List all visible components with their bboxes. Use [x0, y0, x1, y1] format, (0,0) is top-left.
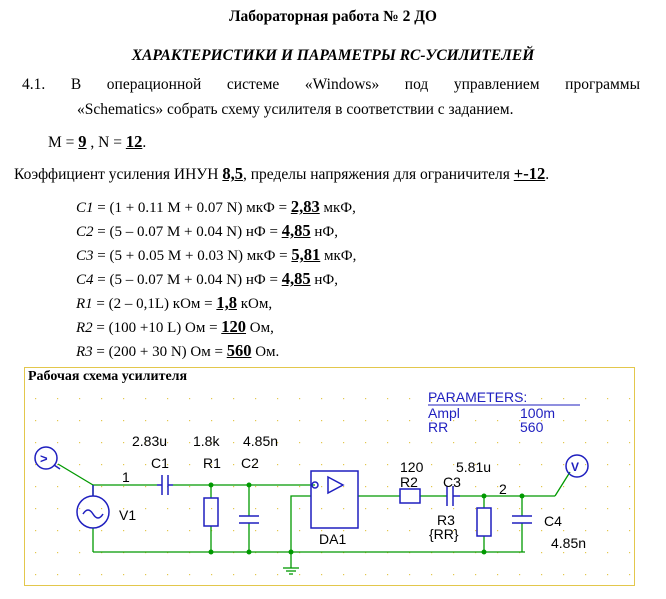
page-subtitle: ХАРАКТЕРИСТИКИ И ПАРАМЕТРЫ RC-УСИЛИТЕЛЕЙ: [131, 47, 535, 64]
formula-r2: R2 = (100 +10 L) Ом = 120 Ом,: [76, 317, 274, 336]
r2-label: R2: [400, 474, 418, 490]
da1-label: DA1: [319, 531, 347, 547]
c1-value: 2.83u: [132, 433, 168, 449]
c3-value: 5.81u: [456, 459, 492, 475]
mn-values: M = 9 , N = 12.: [48, 132, 147, 151]
param-ampl-value: 100m: [520, 405, 556, 421]
schematic-frame: [24, 367, 635, 586]
formula-r3: R3 = (200 + 30 N) Ом = 560 Ом.: [76, 341, 280, 360]
n-value: 12: [125, 132, 143, 151]
schematic-title: Рабочая схема усилителя: [28, 369, 188, 384]
c4-label: C4: [544, 513, 562, 529]
formula-c3: C3 = (5 + 0.05 M + 0.03 N) мкФ = 5,81 мкФ,: [76, 245, 357, 264]
r2-value: 120: [400, 459, 424, 475]
v1-label: V1: [119, 507, 137, 523]
formula-c1: C1 = (1 + 0.11 M + 0.07 N) мкФ = 2,83 мкФ,: [76, 197, 356, 216]
c1-label: C1: [151, 455, 169, 471]
m-value: 9: [78, 132, 87, 151]
c2-value: 4.85n: [243, 433, 279, 449]
param-rr-value: 560: [520, 419, 544, 435]
page-title: Лабораторная работа № 2 ДО: [229, 8, 437, 25]
r1-label: R1: [203, 455, 221, 471]
para-number: 4.1.: [22, 76, 46, 93]
r1-value: 1.8k: [193, 433, 220, 449]
limit-value: +-12: [513, 164, 546, 183]
task-paragraph-line1: 4.1. В операционной системе «Windows» под управлением программы: [22, 76, 640, 93]
task-paragraph-line2: «Schematics» собрать схему усилителя в соответствии с заданием.: [77, 101, 514, 118]
r3-value: {RR}: [429, 526, 459, 542]
input-probe-glyph: >: [40, 451, 48, 466]
schematic-drawing: [25, 368, 633, 584]
formula-c2: C2 = (5 – 0.07 M + 0.04 N) нФ = 4,85 нФ,: [76, 221, 338, 240]
node1-label: 1: [122, 469, 130, 485]
param-ampl-name: Ampl: [428, 405, 460, 421]
param-rr-name: RR: [428, 419, 449, 435]
params-header: PARAMETERS:: [428, 389, 528, 405]
c4-value: 4.85n: [551, 535, 587, 551]
r3-label: R3: [437, 512, 455, 528]
output-probe-glyph: V: [571, 460, 580, 474]
gain-line: Коэффициент усиления ИНУН 8,5, пределы напряжения для ограничителя +-12.: [14, 164, 550, 183]
c3-label: C3: [443, 474, 461, 490]
node2-label: 2: [499, 481, 507, 497]
formula-r1: R1 = (2 – 0,1L) кОм = 1,8 кОм,: [76, 293, 273, 312]
formula-c4: C4 = (5 – 0.07 M + 0.04 N) нФ = 4,85 нФ,: [76, 269, 338, 288]
gain-value: 8,5: [222, 164, 243, 183]
c2-label: C2: [241, 455, 259, 471]
